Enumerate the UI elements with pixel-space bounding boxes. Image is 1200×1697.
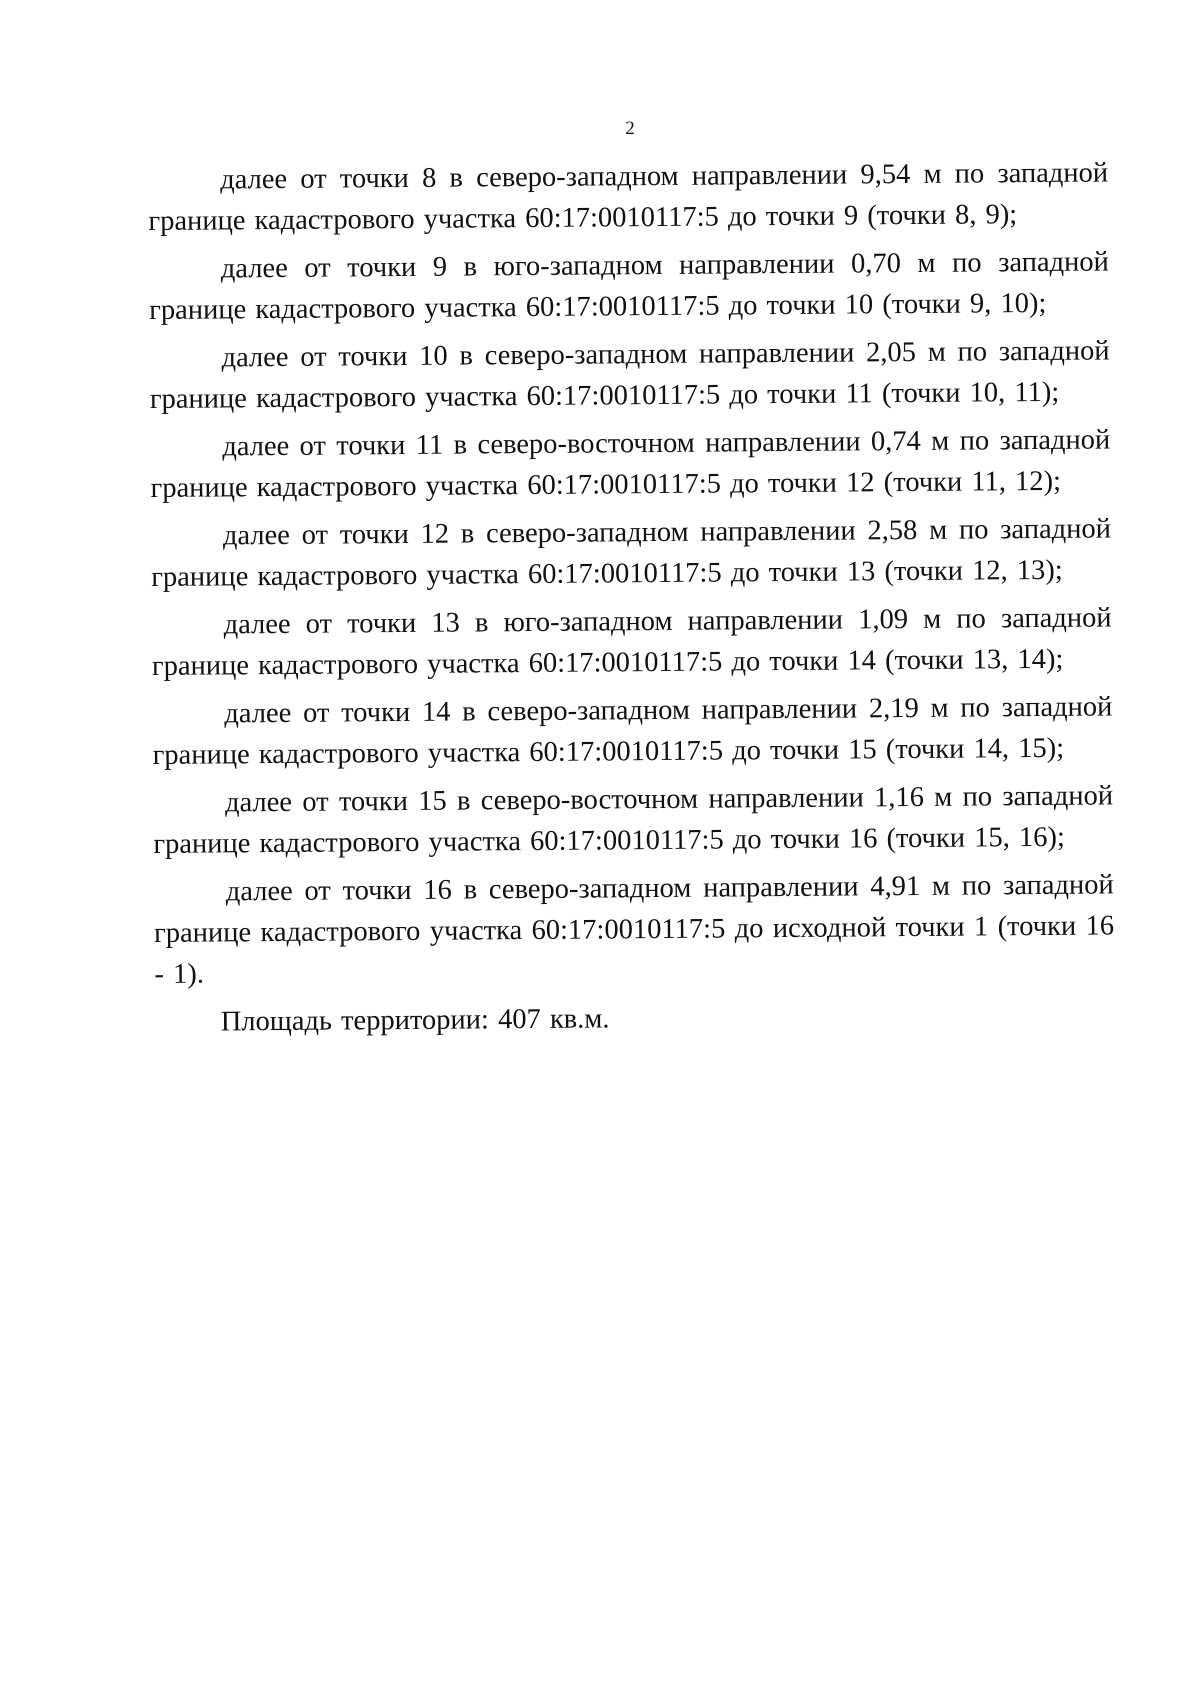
boundary-paragraph-13-14: далее от точки 13 в юго-западном направлении 1,09 м по западной границе кадастрового участка 60:17:0010117:5 до точки 14 (точки 13, 14); bbox=[151, 602, 1112, 682]
page-number: 2 bbox=[625, 118, 635, 139]
boundary-paragraph-10-11: далее от точки 10 в северо-западном направлении 2,05 м по западной границе кадастрового участка 60:17:0010117:5 до точки 11 (точки 10, 11); bbox=[149, 335, 1110, 415]
boundary-paragraph-15-16: далее от точки 15 в северо-восточном направлении 1,16 м по западной границе кадастрового участка 60:17:0010117:5 до точки 16 (точки 15, 16); bbox=[153, 780, 1114, 860]
boundary-paragraph-8-9: далее от точки 8 в северо-западном направлении 9,54 м по западной границе кадастрового участка 60:17:0010117:5 до точки 9 (точки 8, 9); bbox=[148, 157, 1109, 237]
boundary-paragraph-14-15: далее от точки 14 в северо-западном направлении 2,19 м по западной границе кадастрового участка 60:17:0010117:5 до точки 15 (точки 14, 15); bbox=[152, 691, 1113, 771]
boundary-paragraph-11-12: далее от точки 11 в северо-восточном направлении 0,74 м по западной границе кадастрового участка 60:17:0010117:5 до точки 12 (точки 11, 12); bbox=[150, 424, 1111, 504]
territory-area: Площадь территории: 407 кв.м. bbox=[220, 1003, 610, 1038]
document-body bbox=[148, 152, 1115, 1043]
boundary-paragraph-9-10: далее от точки 9 в юго-западном направлении 0,70 м по западной границе кадастрового участка 60:17:0010117:5 до точки 10 (точки 9, 10); bbox=[149, 246, 1109, 326]
boundary-paragraph-12-13: далее от точки 12 в северо-западном направлении 2,58 м по западной границе кадастрового участка 60:17:0010117:5 до точки 13 (точки 12, 13); bbox=[151, 513, 1112, 593]
boundary-paragraph-16-1: далее от точки 16 в северо-западном направлении 4,91 м по западной границе кадастрового участка 60:17:0010117:5 до исходной точки 1 (точки 16 - 1). bbox=[153, 869, 1115, 990]
